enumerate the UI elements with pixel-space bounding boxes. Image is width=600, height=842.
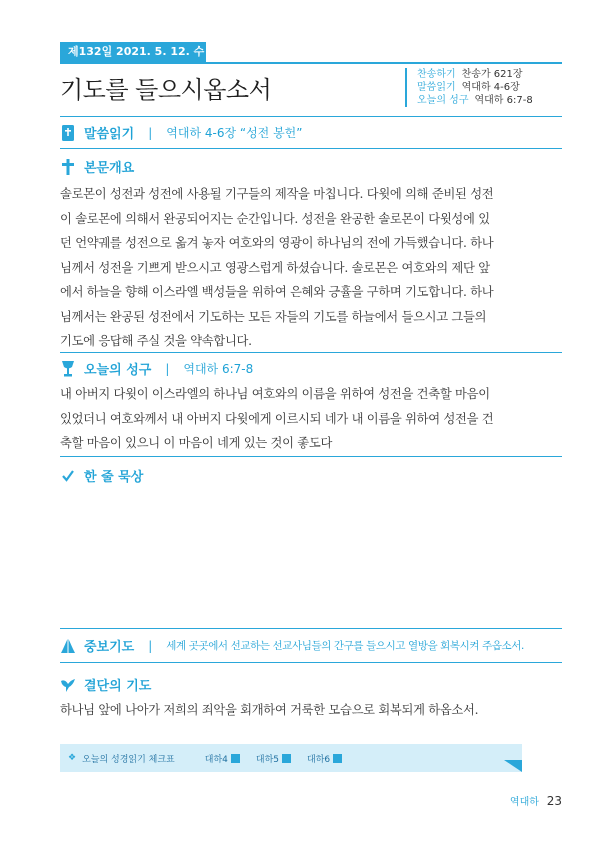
top-rule [60, 62, 562, 64]
page-footer [510, 793, 562, 808]
divider [60, 148, 562, 149]
info-box [405, 68, 577, 107]
cup-icon [60, 361, 76, 377]
verse-text [60, 382, 570, 456]
verse-line: 축할 마음이 있으니 이 마음이 네게 있는 것이 좋도다 [60, 436, 333, 450]
separator: | [165, 361, 170, 376]
divider [60, 116, 562, 117]
summary-line: 기도에 응답해 주실 것을 약속합니다. [60, 334, 252, 348]
page-title: 기도를 들으시옵소서 [60, 76, 272, 104]
info-value: 찬송가 621장 [461, 69, 523, 80]
reading-header [60, 123, 303, 142]
info-row-verse [417, 94, 577, 107]
divider [60, 662, 562, 663]
verse-reference: 역대하 6:7-8 [183, 362, 254, 376]
verse-line: 내 아버지 다윗이 이스라엘의 하나님 여호와의 이름을 위하여 성전을 건축할 마음이 [60, 387, 490, 401]
divider [60, 628, 562, 629]
summary-line: 님께서는 완공된 성전에서 기도하는 모든 자들의 기도를 하늘에서 들으시고 그들의 [60, 309, 487, 324]
summary-line: 이 솔로몬에 의해서 완공되어지는 순간입니다. 성전을 완공한 솔로몬이 다윗성에 있 [60, 211, 490, 226]
summary-text [60, 182, 570, 354]
date-badge: 제132일 2021. 5. 12. 수 [60, 42, 206, 62]
resolution-header [60, 675, 151, 694]
divider [60, 352, 562, 353]
footer-book: 역대하 [509, 797, 539, 808]
check-icon [60, 468, 76, 484]
separator: | [148, 125, 153, 140]
checkbox[interactable] [282, 754, 291, 763]
checklist-label: 오늘의 성경읽기 체크표 [82, 754, 175, 765]
info-row-hymn [417, 68, 577, 81]
info-row-reading [417, 81, 577, 94]
checklist-item[interactable]: 대하5 [256, 752, 291, 765]
diamond-icon: ❖ [68, 753, 77, 763]
summary-header [60, 157, 134, 176]
summary-heading: 본문개요 [84, 161, 135, 176]
reading-heading: 말씀읽기 [84, 127, 135, 142]
divider [60, 456, 562, 457]
summary-line: 던 언약궤를 성전으로 옮겨 놓자 여호와의 영광이 하나님의 전에 가득했습니다. 하나 [60, 236, 494, 250]
reading-reference: 역대하 4-6장 “성전 봉헌” [166, 126, 303, 140]
info-value: 역대하 6:7-8 [474, 95, 533, 106]
resolution-heading: 결단의 기도 [84, 679, 152, 694]
checkbox[interactable] [333, 754, 342, 763]
page-number: 23 [546, 794, 562, 808]
info-value: 역대하 4-6장 [461, 82, 520, 93]
resolution-text: 하나님 앞에 나아가 저희의 죄악을 회개하여 거룩한 모습으로 회복되게 하옵소서. [60, 703, 479, 717]
summary-line: 님께서 성전을 기쁘게 받으시고 영광스럽게 하셨습니다. 솔로몬은 여호와의 제단 앞 [60, 260, 490, 275]
summary-line: 에서 하늘을 향해 이스라엘 백성들을 위하여 은혜와 긍휼을 구하며 기도합니다. 하나 [60, 285, 494, 299]
verse-line: 있었더니 여호와께서 내 아버지 다윗에게 이르시되 네가 내 이름을 위하여 성전을 건 [60, 411, 494, 426]
checkbox[interactable] [231, 754, 240, 763]
verse-heading: 오늘의 성구 [84, 363, 152, 378]
checklist-item[interactable]: 대하4 [205, 752, 240, 765]
praying-hands-icon [60, 638, 76, 654]
summary-line: 솔로몬이 성전과 성전에 사용될 기구들의 제작을 마칩니다. 다윗에 의해 준비된 성전 [60, 187, 494, 201]
intercession-text: 세계 곳곳에서 선교하는 선교사님들의 간구를 들으시고 열방을 회복시켜 주옵소서. [166, 640, 524, 652]
meditation-header [60, 466, 143, 485]
checklist-item[interactable]: 대하6 [307, 752, 342, 765]
bible-icon [60, 125, 76, 141]
info-label: 오늘의 성구 [417, 95, 469, 106]
reading-checklist [60, 744, 522, 772]
intercession-header [60, 636, 524, 655]
page-fold-corner [504, 760, 522, 772]
intercession-heading: 중보기도 [84, 640, 135, 655]
info-label: 말씀읽기 [417, 82, 456, 93]
verse-header [60, 359, 253, 378]
meditation-heading: 한 줄 묵상 [84, 470, 144, 485]
cross-icon [60, 159, 76, 175]
dove-icon [60, 677, 76, 693]
separator: | [148, 638, 153, 653]
info-label: 찬송하기 [417, 69, 456, 80]
